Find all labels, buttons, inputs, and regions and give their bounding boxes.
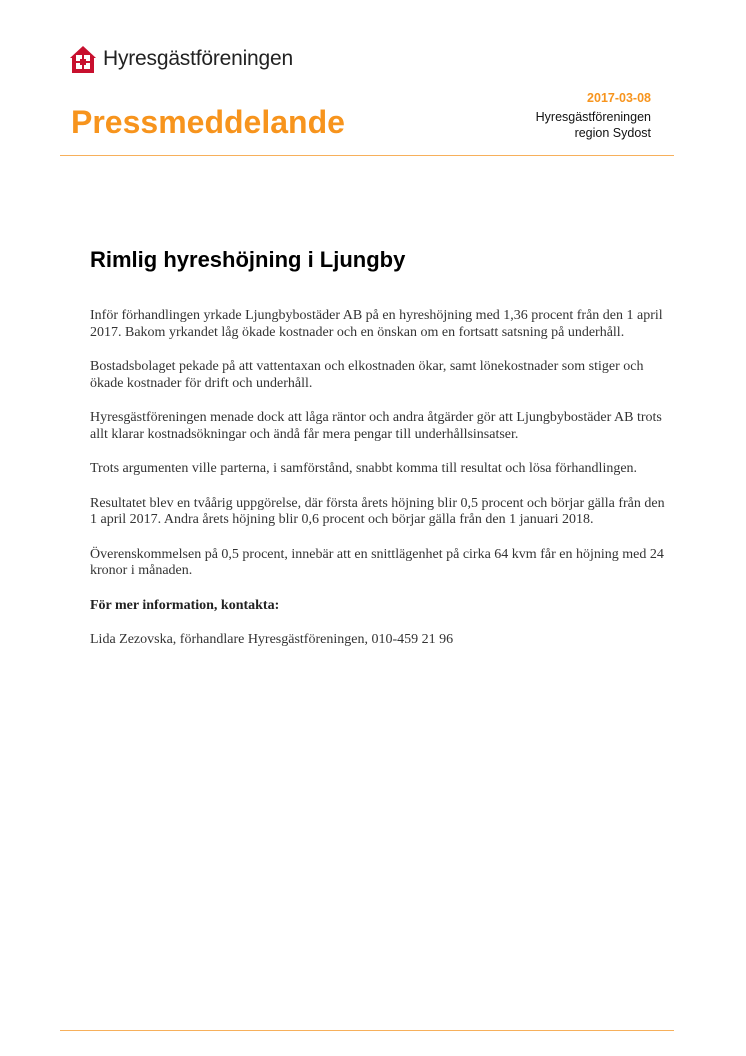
header-divider bbox=[60, 155, 674, 156]
paragraph: Överenskommelsen på 0,5 procent, innebär att en snittlägenhet på cirka 64 kvm får en höjning med 24 kronor i månaden. bbox=[90, 546, 664, 578]
article-headline: Rimlig hyreshöjning i Ljungby bbox=[90, 247, 406, 272]
house-logo-icon bbox=[67, 43, 99, 75]
article-body bbox=[90, 308, 670, 667]
paragraph: Trots argumenten ville parterna, i samförstånd, snabbt komma till resultat och lösa förhandlingen. bbox=[90, 461, 638, 476]
logo-text: Hyresgästföreningen bbox=[103, 47, 293, 70]
paragraph: Inför förhandlingen yrkade Ljungbybostäder AB på en hyreshöjning med 1,36 procent från den 1 april 2017. Bakom yrkandet låg ökade kostnader och en önskan om en fortsatt satsning på underhåll. bbox=[90, 308, 663, 340]
paragraph: Bostadsbolaget pekade på att vattentaxan och elkostnaden ökar, samt lönekostnader som stiger och ökade kostnader för drift och underhåll. bbox=[90, 359, 644, 391]
footer-divider bbox=[60, 1030, 674, 1031]
brand-logo bbox=[67, 42, 293, 76]
org-name: Hyresgästföreningen bbox=[535, 110, 651, 124]
header-meta bbox=[536, 90, 651, 141]
paragraph: Hyresgästföreningen menade dock att låga räntor och andra åtgärder gör att Ljungbybostäder AB trots allt klarar kostnadsökningar och ändå får mera pengar till underhållsinsatser. bbox=[90, 410, 662, 442]
contact-heading: För mer information, kontakta: bbox=[90, 597, 280, 613]
document-type-title: Pressmeddelande bbox=[71, 104, 345, 140]
release-date: 2017-03-08 bbox=[587, 91, 651, 105]
contact-line: Lida Zezovska, förhandlare Hyresgästföreningen, 010-459 21 96 bbox=[90, 632, 454, 647]
paragraph: Resultatet blev en tvåårig uppgörelse, där första årets höjning blir 0,5 procent och börjar gälla från den 1 april 2017. Andra årets höjning blir 0,6 procent och börjar gälla från den 1 januari 2018. bbox=[90, 495, 665, 527]
org-region: region Sydost bbox=[574, 126, 651, 140]
